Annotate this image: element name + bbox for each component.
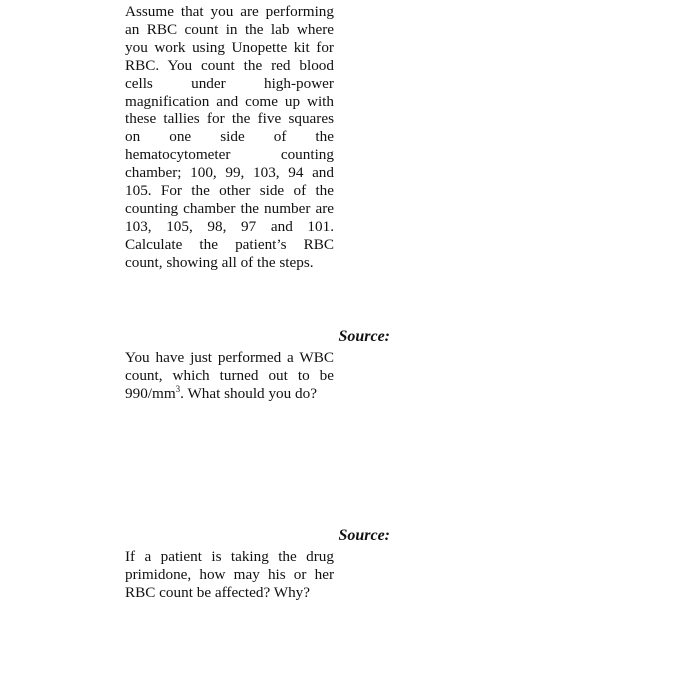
source-label-3: Source: — [338, 527, 390, 544]
source-label-2: Source: — [338, 328, 390, 345]
question-2-text — [125, 349, 334, 403]
question-3-text: If a patient is taking the drug primidone, how may his or her RBC count be affected? Why? — [125, 548, 334, 601]
question-2-superscript: 3 — [175, 383, 181, 394]
question-2-text-main: You have just performed a WBC count, which turned out to be 990/mm — [125, 349, 334, 402]
question-2-text-end: . What should you do? — [180, 384, 317, 402]
question-1-text: Assume that you are performing an RBC count in the lab where you work using Unopette kit for RBC. You count the red blood cells under high-power magnification and come up with these tallies for the five squares on one side of the hematocytometer counting chamber; 100, 99, 103, 94 and 105. For the other side of the counting chamber the number are 103, 105, 98, 97 and 101. Calculate the patient’s RBC count, showing all of the steps. — [125, 3, 334, 271]
